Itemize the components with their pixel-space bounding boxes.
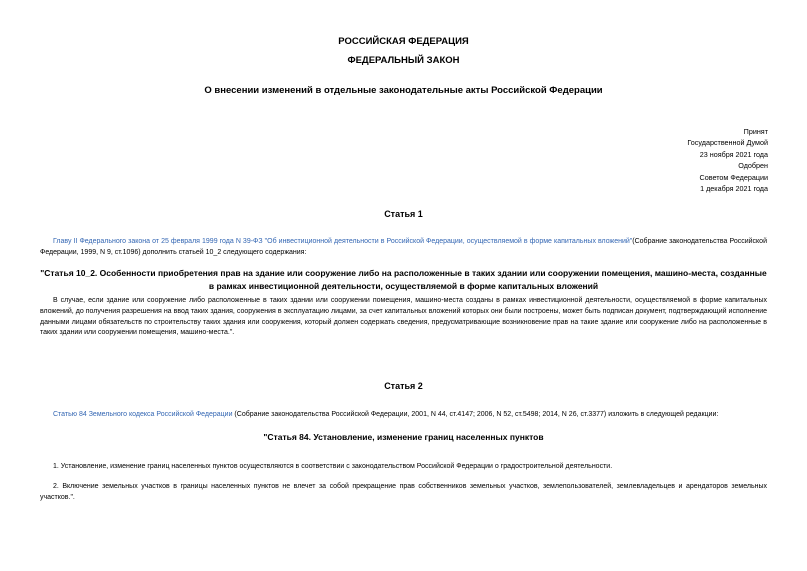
article-10-2-body: В случае, если здание или сооружение либо расположенные в таких здании или сооружении помещения, машино-места созданы в рамках инвестиционной деятельности, осуществляемой в форме капитальных вложений, до получения разрешения на ввод таких здания, сооружения в эксплуатацию лицами, за счет капитальных вложений которых они были построены, может быть подписан документ, подтверждающий исполнение данными лицами обязательств по строительству таких здания или сооружения, который должен содержать сведения, предусматривающие возникновение прав на такие здание или сооружение либо на расположенные в таких здании или сооружении помещения, машино-места.".	[40, 297, 767, 337]
adoption-line: Государственной Думой	[687, 138, 768, 148]
article-2-intro-text: (Собрание законодательства Российской Федерации, 2001, N 44, ст.4147; 2006, N 52, ст.5498; 2014, N 26, ст.3377) изложить в следующей редакции:	[232, 411, 719, 418]
article-1-intro-text: (Собрание законодательства Российской Федерации, 1999, N 9, ст.1096) дополнить статьей 10_2 следующего содержания:	[40, 238, 767, 256]
adoption-line: 1 декабря 2021 года	[700, 184, 768, 194]
law-39-fz-link[interactable]: Главу II Федерального закона от 25 февраля 1999 года N 39-ФЗ "Об инвестиционной деятельности в Российской Федерации, осуществляемой в форме капитальных вложений"	[53, 238, 633, 245]
article-1-intro	[40, 237, 767, 259]
adoption-line: Одобрен	[738, 161, 768, 171]
adoption-line: Принят	[743, 127, 768, 136]
article-1-title: Статья 1	[384, 209, 423, 219]
article-84-point-1: 1. Установление, изменение границ населенных пунктов осуществляются в соответствии с законодательством Российской Федерации о градостроительной деятельности.	[53, 463, 613, 470]
adoption-line: Советом Федерации	[699, 172, 768, 182]
document-title: О внесении изменений в отдельные законодательные акты Российской Федерации	[204, 85, 603, 96]
article-84-point-2: 2. Включение земельных участков в границы населенных пунктов не влечет за собой прекращение прав собственников земельных участков, землепользователей, землевладельцев и арендаторов земельных участков.".	[40, 483, 767, 501]
article-2-title: Статья 2	[384, 381, 423, 391]
article-84-title: "Статья 84. Установление, изменение границ населенных пунктов	[263, 432, 544, 442]
header-federation: РОССИЙСКАЯ ФЕДЕРАЦИЯ	[338, 36, 469, 47]
article-10-2-title: "Статья 10_2. Особенности приобретения прав на здание или сооружение либо на расположенные в таких здании или сооружении помещения, машино-места, созданные в рамках инвестиционной деятельности, осуществляемой в форме капитальных вложений	[40, 268, 767, 291]
header-law-type: ФЕДЕРАЛЬНЫЙ ЗАКОН	[347, 55, 460, 66]
adoption-block	[687, 126, 768, 194]
adoption-line: 23 ноября 2021 года	[699, 149, 768, 159]
article-2-intro	[40, 410, 767, 421]
land-code-article-84-link[interactable]: Статью 84 Земельного кодекса Российской Федерации	[53, 411, 233, 418]
